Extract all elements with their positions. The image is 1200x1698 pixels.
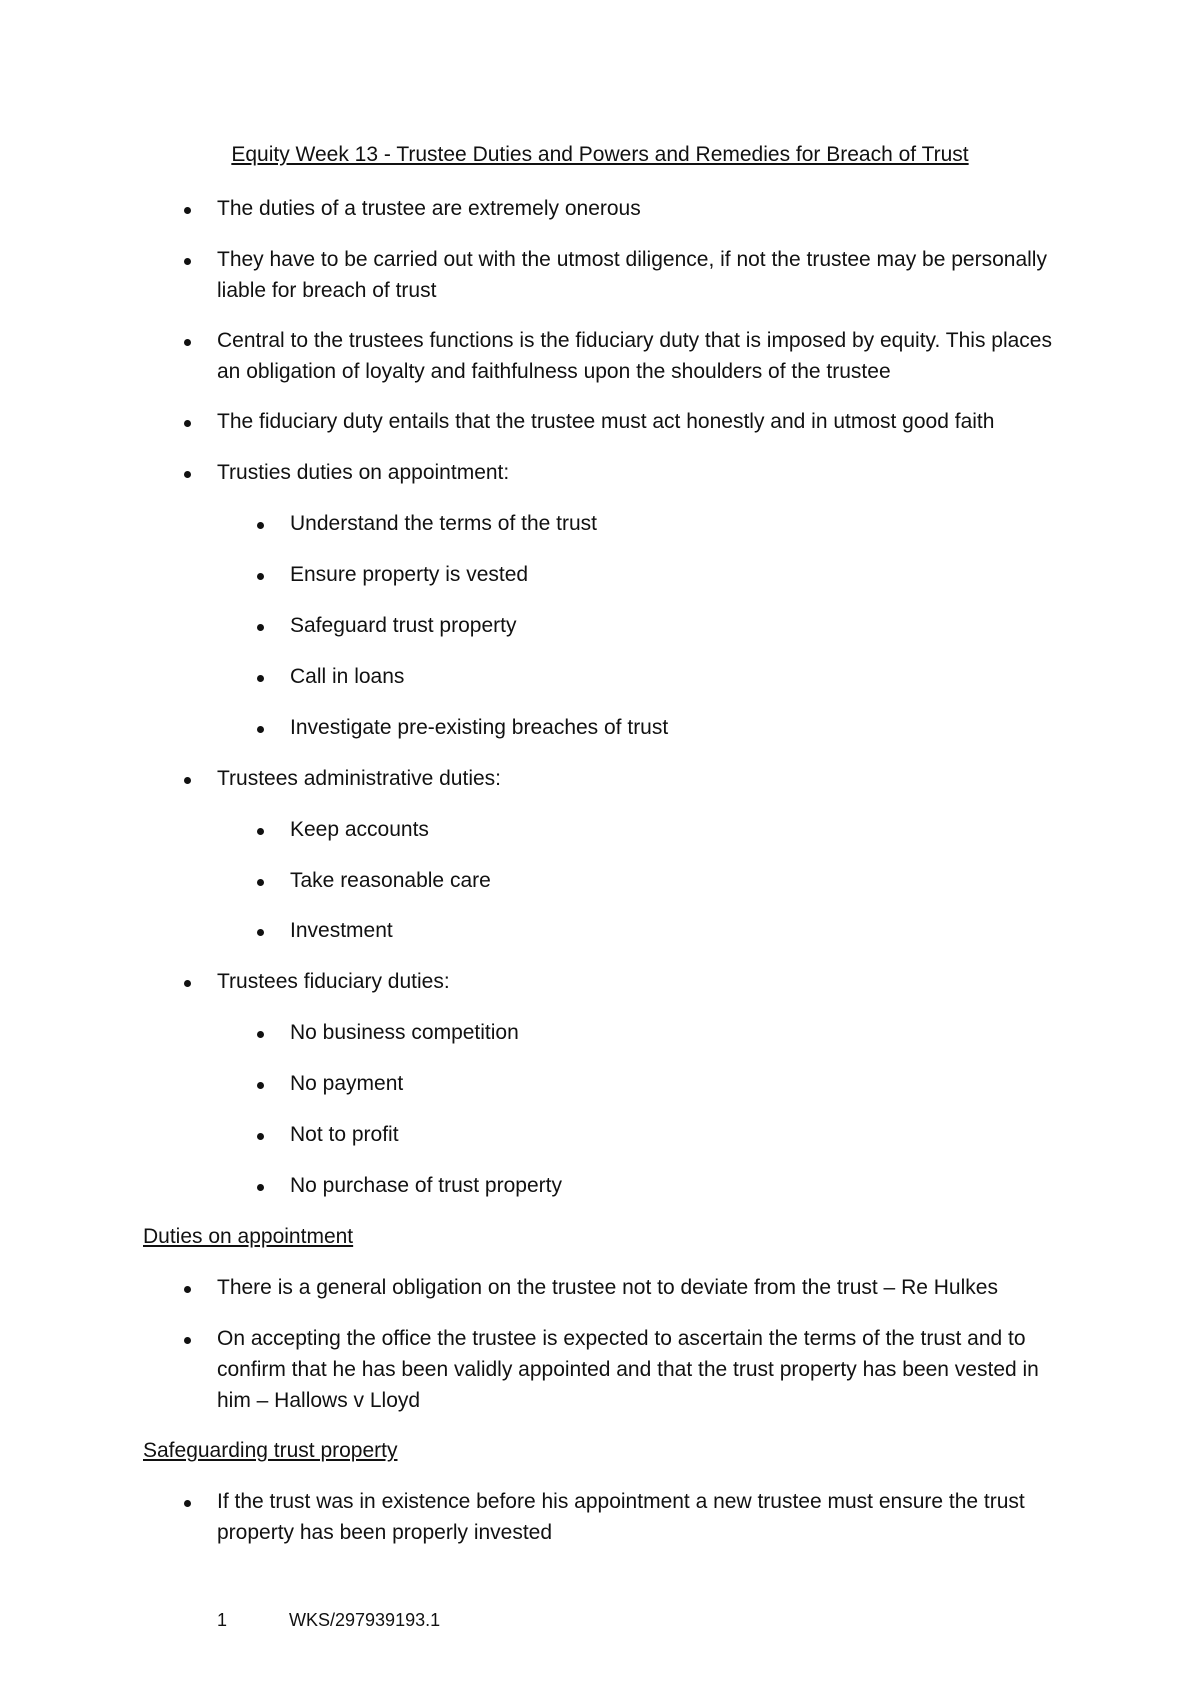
- list-item: [217, 1486, 1057, 1548]
- document-reference: WKS/297939193.1: [289, 1610, 441, 1630]
- bullet-icon: [257, 573, 264, 580]
- list-item: [217, 406, 1057, 437]
- group-label-text: Trusties duties on appointment:: [217, 461, 510, 484]
- list-item-text: The duties of a trustee are extremely onerous: [217, 197, 641, 220]
- bullet-icon: [184, 1286, 191, 1293]
- bullet-icon: [184, 339, 191, 346]
- bullet-icon: [184, 207, 191, 214]
- sub-list-item: [290, 915, 1050, 946]
- bullet-icon: [257, 929, 264, 936]
- sub-list-item-text: Investigate pre-existing breaches of trust: [290, 716, 669, 739]
- bullet-icon: [184, 1500, 191, 1507]
- bullet-icon: [184, 1337, 191, 1344]
- bullet-icon: [257, 1184, 264, 1191]
- sub-list-item-text: Keep accounts: [290, 818, 429, 841]
- list-item-text: The fiduciary duty entails that the trustee must act honestly and in utmost good faith: [217, 410, 995, 433]
- sub-list-item-text: No payment: [290, 1072, 404, 1095]
- bullet-icon: [257, 1031, 264, 1038]
- page-number: 1: [217, 1610, 228, 1630]
- sub-list-item-text: Investment: [290, 919, 393, 942]
- sub-list-item-text: No purchase of trust property: [290, 1174, 562, 1197]
- list-item: [217, 193, 1057, 224]
- bullet-icon: [257, 1133, 264, 1140]
- sub-list-item-text: No business competition: [290, 1021, 519, 1044]
- sub-list-item-text: Understand the terms of the trust: [290, 512, 597, 535]
- sub-list-item: [290, 1017, 1050, 1048]
- sub-list-item-text: Safeguard trust property: [290, 614, 517, 637]
- group-label-text: Trustees administrative duties:: [217, 767, 502, 790]
- bullet-icon: [257, 624, 264, 631]
- bullet-icon: [184, 471, 191, 478]
- sub-list-item: [290, 814, 1050, 845]
- sub-list-item: [290, 1119, 1050, 1150]
- sub-list-item: [290, 1068, 1050, 1099]
- sub-list-item: [290, 712, 1050, 743]
- sub-list-item-text: Not to profit: [290, 1123, 399, 1146]
- section-heading: Duties on appointment: [143, 1225, 354, 1248]
- list-item: [217, 325, 1057, 387]
- bullet-icon: [257, 726, 264, 733]
- bullet-icon: [257, 675, 264, 682]
- sub-list-item-text: Call in loans: [290, 665, 405, 688]
- list-item: [217, 1272, 1057, 1303]
- document-title: Equity Week 13 - Trustee Duties and Powers and Remedies for Breach of Trust: [231, 143, 969, 166]
- bullet-icon: [184, 420, 191, 427]
- bullet-icon: [184, 777, 191, 784]
- bullet-icon: [184, 258, 191, 265]
- group-label: [217, 763, 1057, 794]
- list-item-text: Central to the trustees functions is the fiduciary duty that is imposed by equity. This places an obligation of loyalty and faithfulness upon the shoulders of the trustee: [217, 329, 1052, 383]
- list-item-text: They have to be carried out with the utmost diligence, if not the trustee may be personally liable for breach of trust: [217, 248, 1047, 302]
- sub-list-item: [290, 559, 1050, 590]
- list-item-text: On accepting the office the trustee is expected to ascertain the terms of the trust and to confirm that he has been validly appointed and that the trust property has been vested in him – Hallows v Lloyd: [217, 1327, 1039, 1412]
- list-item-text: If the trust was in existence before his appointment a new trustee must ensure the trust property has been properly invested: [217, 1490, 1025, 1544]
- bullet-icon: [257, 1082, 264, 1089]
- group-label: [217, 966, 1057, 997]
- section-heading: Safeguarding trust property: [143, 1439, 398, 1462]
- sub-list-item: [290, 661, 1050, 692]
- sub-list-item: [290, 610, 1050, 641]
- bullet-icon: [257, 828, 264, 835]
- group-label-text: Trustees fiduciary duties:: [217, 970, 450, 993]
- list-item-text: There is a general obligation on the trustee not to deviate from the trust – Re Hulkes: [217, 1276, 998, 1299]
- sub-list-item-text: Ensure property is vested: [290, 563, 529, 586]
- sub-list-item: [290, 508, 1050, 539]
- sub-list-item: [290, 1170, 1050, 1201]
- group-label: [217, 457, 1057, 488]
- list-item: [217, 1323, 1057, 1416]
- list-item: [217, 244, 1057, 306]
- bullet-icon: [257, 879, 264, 886]
- bullet-icon: [184, 980, 191, 987]
- sub-list-item-text: Take reasonable care: [290, 869, 491, 892]
- sub-list-item: [290, 865, 1050, 896]
- bullet-icon: [257, 522, 264, 529]
